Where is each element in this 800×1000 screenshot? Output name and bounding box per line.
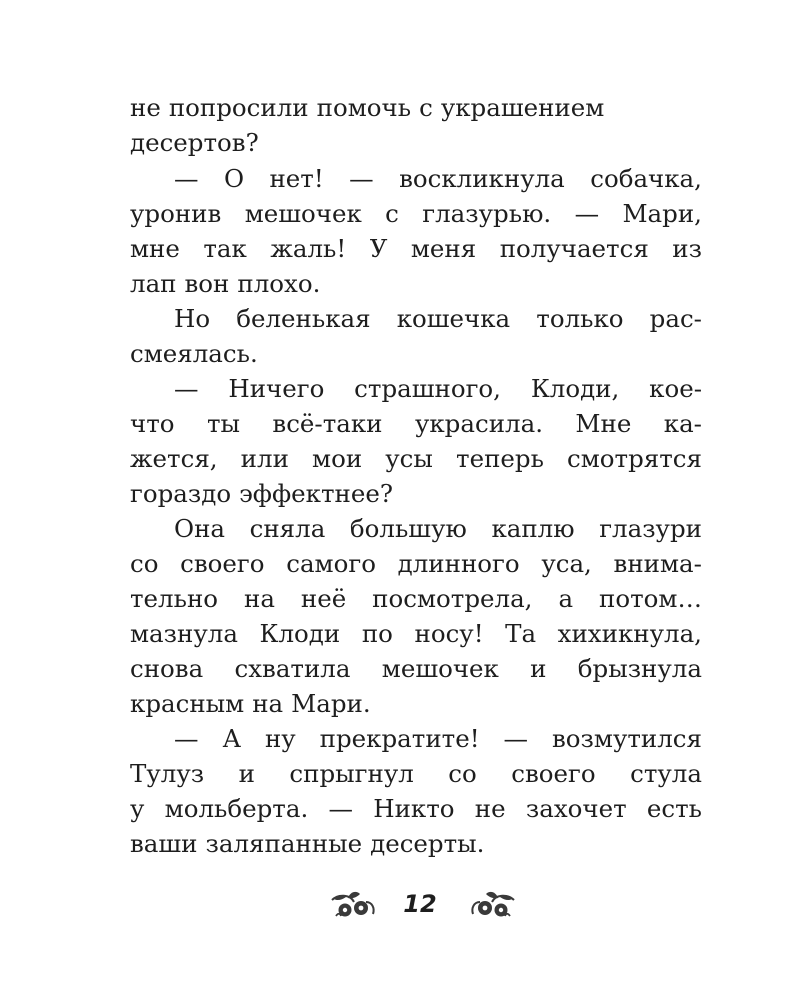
page-footer	[0, 882, 800, 926]
leaf-flower-ornament-icon	[468, 886, 518, 922]
text-line: — А ну прекратите! — возмутился	[174, 724, 702, 753]
text-line: лап вон плохо.	[130, 269, 321, 298]
text-line: ваши заляпанные десерты.	[130, 829, 485, 858]
text-line: что ты всё-таки украсила. Мне ка-	[130, 409, 702, 438]
text-line: десертов?	[130, 128, 259, 157]
text-line: Тулуз и спрыгнул со своего стула	[130, 759, 702, 788]
text-line: мазнула Клоди по носу! Та хихикнула,	[130, 619, 702, 648]
text-line: гораздо эффектнее?	[130, 479, 393, 508]
text-line: мне так жаль! У меня получается из	[130, 234, 702, 263]
text-line: снова схватила мешочек и брызнула	[130, 654, 702, 683]
text-line: тельно на неё посмотрела, а потом…	[130, 584, 702, 613]
text-line: — О нет! — воскликнула собачка,	[174, 164, 702, 193]
text-line: уронив мешочек с глазурью. — Мари,	[130, 199, 702, 228]
leaf-flower-ornament-icon	[328, 886, 378, 922]
text-line: Она сняла большую каплю глазури	[174, 514, 702, 543]
text-line: смеялась.	[130, 339, 258, 368]
text-line: со своего самого длинного уса, внима-	[130, 549, 702, 578]
text-line: у мольберта. — Никто не захочет есть	[130, 794, 702, 823]
text-line: красным на Мари.	[130, 689, 371, 718]
text-line: — Ничего страшного, Клоди, кое-	[174, 374, 702, 403]
page-number: 12	[403, 890, 437, 918]
text-line: жется, или мои усы теперь смотрятся	[130, 444, 702, 473]
text-line: не попросили помочь с украшением	[130, 93, 605, 122]
text-line: Но беленькая кошечка только рас-	[174, 304, 702, 333]
